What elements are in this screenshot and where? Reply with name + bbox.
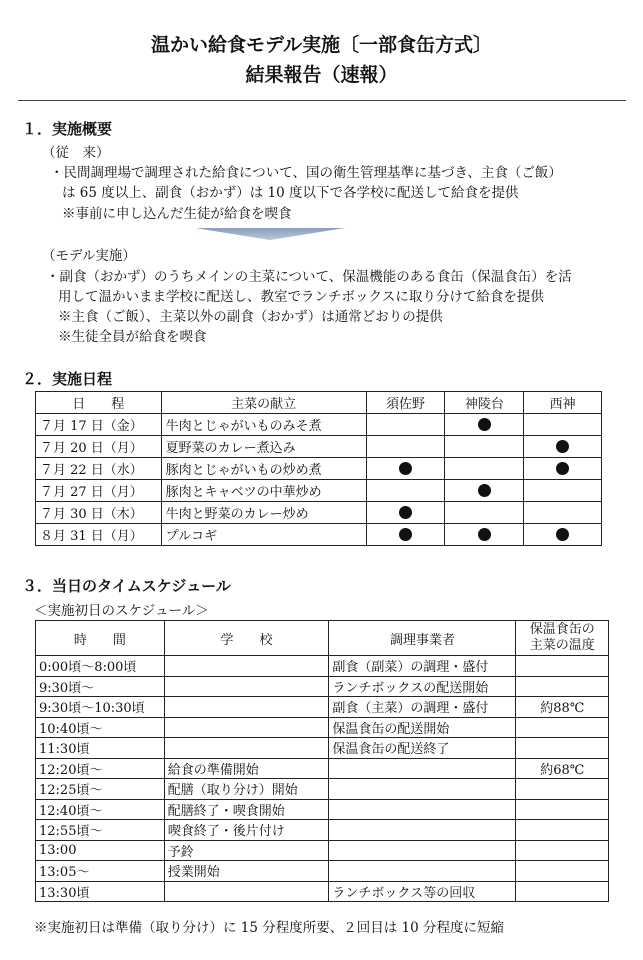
timeline-school: 配膳（取り分け）開始 (164, 779, 329, 800)
timeline-row (36, 758, 609, 779)
timeline-vendor: 副食（主菜）の調理・盛付 (329, 697, 516, 718)
report-subtitle: 結果報告（速報） (245, 64, 398, 86)
report-title: 温かい給食モデル実施〔一部食缶方式〕 (150, 34, 493, 56)
timeline-row (36, 697, 609, 718)
schedule-row (36, 502, 602, 524)
timeline-subheading: ＜実施初日のスケジュール＞ (34, 603, 209, 619)
timeline-vendor (329, 840, 516, 861)
col-school: 学 校 (164, 621, 329, 656)
timeline-vendor: 保温食缶の配送開始 (329, 717, 516, 738)
timeline-school: 配膳終了・喫食開始 (164, 799, 329, 820)
timeline-school (164, 738, 329, 759)
schedule-date: ８月 31 日（月） (36, 524, 162, 546)
schedule-mark-cell (524, 436, 602, 458)
schedule-menu: 豚肉とキャベツの中華炒め (161, 480, 366, 502)
timeline-temperature (516, 881, 609, 902)
schedule-mark-cell (445, 436, 524, 458)
schedule-mark-cell (445, 414, 524, 436)
timeline-row (36, 861, 609, 882)
model-label: （モデル実施） (42, 248, 136, 264)
timeline-vendor: ランチボックス等の回収 (329, 881, 516, 902)
section2-heading: ２．実施日程 (22, 370, 113, 388)
schedule-mark-cell (445, 458, 524, 480)
timeline-vendor: 保温食缶の配送終了 (329, 738, 516, 759)
schedule-date: ７月 20 日（月） (36, 436, 162, 458)
timeline-time: 0:00頃～8:00頃 (36, 656, 165, 677)
schedule-mark-cell (445, 502, 524, 524)
timeline-row (36, 881, 609, 902)
model-note-2: ※生徒全員が給食を喫食 (58, 329, 207, 345)
timeline-vendor: 副食（副菜）の調理・盛付 (329, 656, 516, 677)
timeline-time: 12:40頃～ (36, 799, 165, 820)
timeline-row (36, 799, 609, 820)
timeline-row (36, 717, 609, 738)
schedule-menu: 牛肉とじゃがいものみそ煮 (161, 414, 366, 436)
schedule-menu: 牛肉と野菜のカレー炒め (161, 502, 366, 524)
timeline-school: 予鈴 (164, 840, 329, 861)
schedule-row (36, 414, 602, 436)
schedule-mark-cell (524, 502, 602, 524)
timeline-vendor (329, 861, 516, 882)
schedule-date: ７月 30 日（木） (36, 502, 162, 524)
col-menu: 主菜の献立 (161, 392, 366, 414)
schedule-mark-cell (524, 458, 602, 480)
schedule-date: ７月 27 日（月） (36, 480, 162, 502)
model-text-1: ・副食（おかず）のうちメインの主菜について、保温機能のある食缶（保温食缶）を活 (46, 269, 572, 285)
filled-circle-icon (478, 528, 491, 541)
timeline-school (164, 717, 329, 738)
schedule-mark-cell (524, 480, 602, 502)
filled-circle-icon (399, 528, 412, 541)
schedule-mark-cell (445, 524, 524, 546)
before-label: （従 来） (42, 145, 110, 161)
title-divider (18, 100, 626, 101)
col-temperature: 保温食缶の 主菜の温度 (516, 621, 609, 656)
schedule-mark-cell (445, 480, 524, 502)
timeline-table (35, 620, 609, 902)
timeline-temperature (516, 799, 609, 820)
before-text-1: ・民間調理場で調理された給食について、国の衛生管理基準に基づき、主食（ご飯） (50, 165, 562, 181)
col-vendor: 調理事業者 (329, 621, 516, 656)
model-text-2: 用して温かいまま学校に配送し、教室でランチボックスに取り分けて給食を提供 (58, 289, 544, 305)
timeline-time: 12:20頃～ (36, 758, 165, 779)
schedule-row (36, 480, 602, 502)
schedule-mark-cell (524, 524, 602, 546)
timeline-school: 給食の準備開始 (164, 758, 329, 779)
timeline-temperature (516, 738, 609, 759)
timeline-time: 10:40頃～ (36, 717, 165, 738)
schedule-mark-cell (366, 502, 445, 524)
filled-circle-icon (399, 462, 412, 475)
timeline-row (36, 738, 609, 759)
schedule-mark-cell (524, 414, 602, 436)
section3-heading: ３．当日のタイムスケジュール (22, 577, 231, 595)
col-school-1: 須佐野 (366, 392, 445, 414)
timeline-vendor (329, 779, 516, 800)
timeline-school: 授業開始 (164, 861, 329, 882)
schedule-mark-cell (366, 436, 445, 458)
schedule-row (36, 436, 602, 458)
timeline-temperature (516, 717, 609, 738)
filled-circle-icon (556, 440, 569, 453)
timeline-temperature: 約68℃ (516, 758, 609, 779)
timeline-time: 9:30頃～ (36, 676, 165, 697)
timeline-temperature (516, 861, 609, 882)
down-arrow-icon (195, 228, 345, 240)
timeline-school (164, 676, 329, 697)
timeline-time: 9:30頃～10:30頃 (36, 697, 165, 718)
filled-circle-icon (556, 528, 569, 541)
filled-circle-icon (556, 462, 569, 475)
schedule-mark-cell (366, 524, 445, 546)
schedule-date: ７月 22 日（水） (36, 458, 162, 480)
timeline-temperature: 約88℃ (516, 697, 609, 718)
filled-circle-icon (478, 418, 491, 431)
timeline-school (164, 881, 329, 902)
timeline-row (36, 779, 609, 800)
timeline-temperature (516, 779, 609, 800)
timeline-row (36, 820, 609, 841)
col-time: 時 間 (36, 621, 165, 656)
timeline-time: 12:55頃～ (36, 820, 165, 841)
col-school-3: 西神 (524, 392, 602, 414)
schedule-mark-cell (366, 414, 445, 436)
col-school-2: 神陵台 (445, 392, 524, 414)
timeline-row (36, 656, 609, 677)
timeline-vendor (329, 758, 516, 779)
timeline-time: 12:25頃～ (36, 779, 165, 800)
schedule-menu: 夏野菜のカレー煮込み (161, 436, 366, 458)
before-text-2: は 65 度以上、副食（おかず）は 10 度以下で各学校に配送して給食を提供 (62, 185, 519, 201)
schedule-row (36, 524, 602, 546)
schedule-menu: 豚肉とじゃがいもの炒め煮 (161, 458, 366, 480)
timeline-temperature (516, 656, 609, 677)
schedule-menu: プルコギ (161, 524, 366, 546)
timeline-vendor (329, 799, 516, 820)
timeline-school (164, 697, 329, 718)
schedule-row (36, 458, 602, 480)
timeline-footnote: ※実施初日は準備（取り分け）に 15 分程度所要、２回目は 10 分程度に短縮 (34, 920, 505, 936)
before-note: ※事前に申し込んだ生徒が給食を喫食 (62, 206, 292, 222)
timeline-vendor (329, 820, 516, 841)
col-date: 日 程 (36, 392, 162, 414)
model-note-1: ※主食（ご飯）、主菜以外の副食（おかず）は通常どおりの提供 (58, 309, 443, 325)
filled-circle-icon (399, 506, 412, 519)
timeline-time: 13:00 (36, 840, 165, 861)
schedule-table (35, 391, 602, 546)
timeline-time: 11:30頃 (36, 738, 165, 759)
timeline-school: 喫食終了・後片付け (164, 820, 329, 841)
schedule-date: ７月 17 日（金） (36, 414, 162, 436)
timeline-time: 13:30頃 (36, 881, 165, 902)
section1-heading: １．実施概要 (22, 120, 113, 138)
timeline-row (36, 676, 609, 697)
schedule-mark-cell (366, 458, 445, 480)
schedule-mark-cell (366, 480, 445, 502)
timeline-time: 13:05～ (36, 861, 165, 882)
timeline-temperature (516, 840, 609, 861)
timeline-temperature (516, 676, 609, 697)
timeline-school (164, 656, 329, 677)
timeline-vendor: ランチボックスの配送開始 (329, 676, 516, 697)
filled-circle-icon (478, 484, 491, 497)
timeline-temperature (516, 820, 609, 841)
timeline-row (36, 840, 609, 861)
